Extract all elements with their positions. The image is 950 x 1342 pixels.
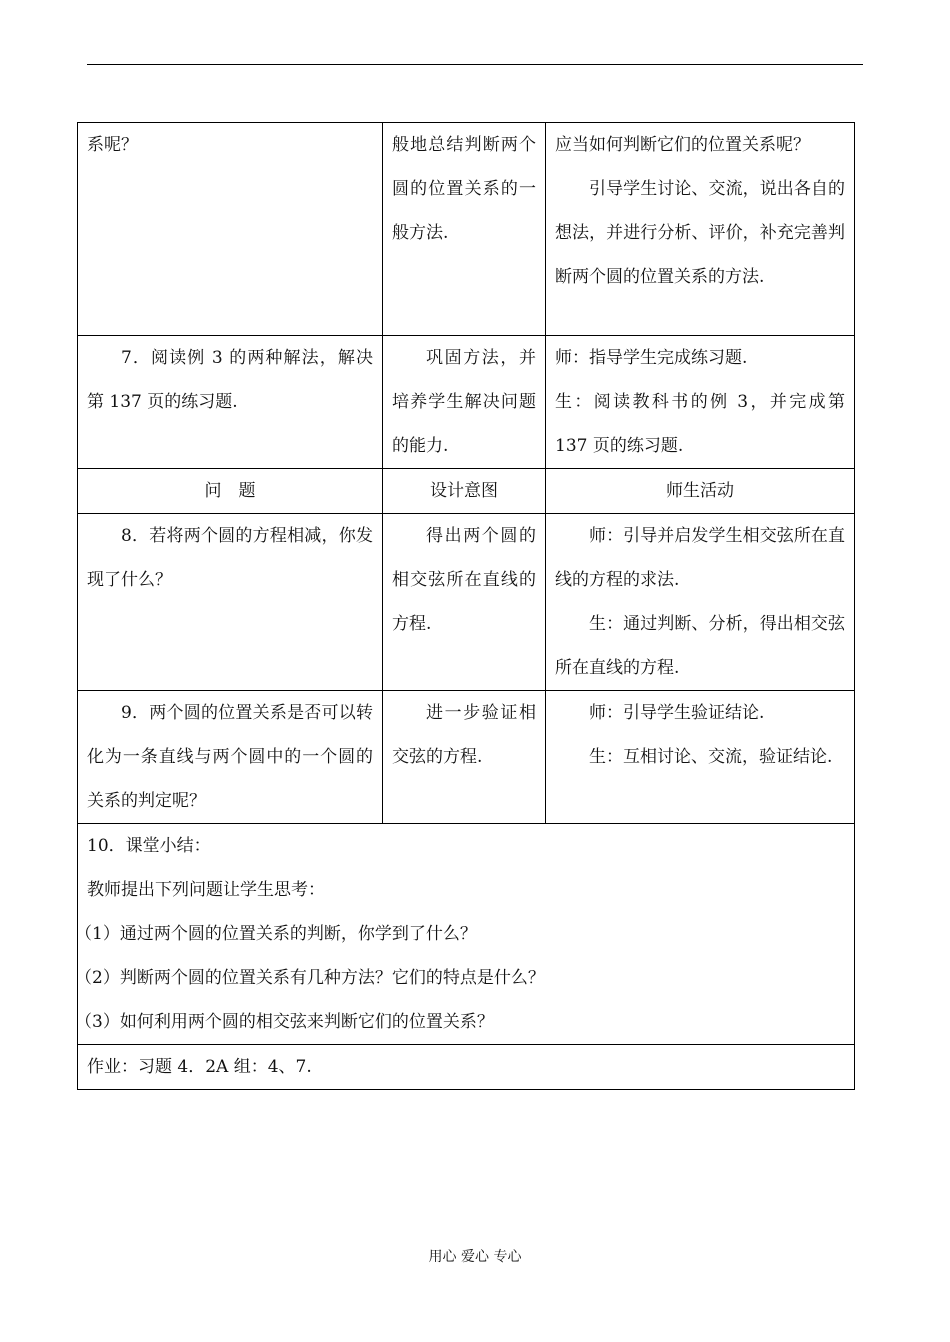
question-cell (78, 123, 383, 336)
activity-cell (546, 336, 855, 469)
table-header-row (78, 469, 855, 514)
homework-text: 作业：习题 4．2A 组：4、7. (78, 1045, 855, 1090)
summary-item: （2）判断两个圆的位置关系有几种方法？它们的特点是什么？ (75, 968, 545, 988)
homework-row (78, 1045, 855, 1090)
summary-row (78, 824, 855, 1045)
activity-text: 师：引导学生验证结论. (589, 703, 765, 723)
summary-item: （1）通过两个圆的位置关系的判断，你学到了什么？ (75, 924, 477, 944)
table-row (78, 514, 855, 691)
header-rule (87, 64, 863, 65)
summary-cell (75, 824, 855, 1045)
summary-title: 10．课堂小结： (87, 836, 211, 856)
activity-text: 应当如何判断它们的位置关系呢？ (555, 135, 810, 155)
column-header-activity: 师生活动 (546, 469, 855, 514)
summary-intro: 教师提出下列问题让学生思考： (87, 880, 325, 900)
column-header-intent: 设计意图 (383, 469, 546, 514)
page-footer: 用心 爱心 专心 (428, 1249, 522, 1265)
intent-cell (383, 123, 546, 336)
intent-text: 巩固方法，并培养学生解决问题的能力. (392, 348, 536, 456)
intent-cell (383, 691, 546, 824)
question-text: 系呢？ (87, 135, 138, 155)
activity-cell (546, 123, 855, 336)
column-header-question: 问 题 (78, 469, 383, 514)
activity-text: 生：通过判断、分析，得出相交弦所在直线的方程. (555, 614, 845, 678)
question-text: 8．若将两个圆的方程相减，你发现了什么？ (87, 526, 373, 590)
activity-text: 师：指导学生完成练习题. (555, 348, 748, 368)
table-row (78, 336, 855, 469)
table-row (78, 123, 855, 336)
question-text: 7．阅读例 3 的两种解法，解决第 137 页的练习题. (87, 348, 373, 412)
activity-cell (546, 514, 855, 691)
intent-text: 般地总结判断两个圆的位置关系的一般方法. (392, 135, 536, 243)
question-cell (78, 514, 383, 691)
lesson-table (77, 122, 855, 1090)
question-cell (78, 336, 383, 469)
table-row (78, 691, 855, 824)
intent-text: 得出两个圆的相交弦所在直线的方程. (392, 526, 536, 634)
intent-text: 进一步验证相交弦的方程. (392, 703, 536, 767)
activity-text: 引导学生讨论、交流，说出各自的想法，并进行分析、评价，补充完善判断两个圆的位置关系的方法. (555, 179, 845, 287)
activity-text: 师：引导并启发学生相交弦所在直线的方程的求法. (555, 526, 845, 590)
activity-text: 生：阅读教科书的例 3，并完成第 137 页的练习题. (555, 392, 845, 456)
activity-text: 生：互相讨论、交流，验证结论. (589, 747, 833, 767)
question-cell (78, 691, 383, 824)
intent-cell (383, 514, 546, 691)
intent-cell (383, 336, 546, 469)
question-text: 9．两个圆的位置关系是否可以转化为一条直线与两个圆中的一个圆的关系的判定呢？ (87, 703, 373, 811)
summary-item: （3）如何利用两个圆的相交弦来判断它们的位置关系？ (75, 1012, 494, 1032)
activity-cell (546, 691, 855, 824)
